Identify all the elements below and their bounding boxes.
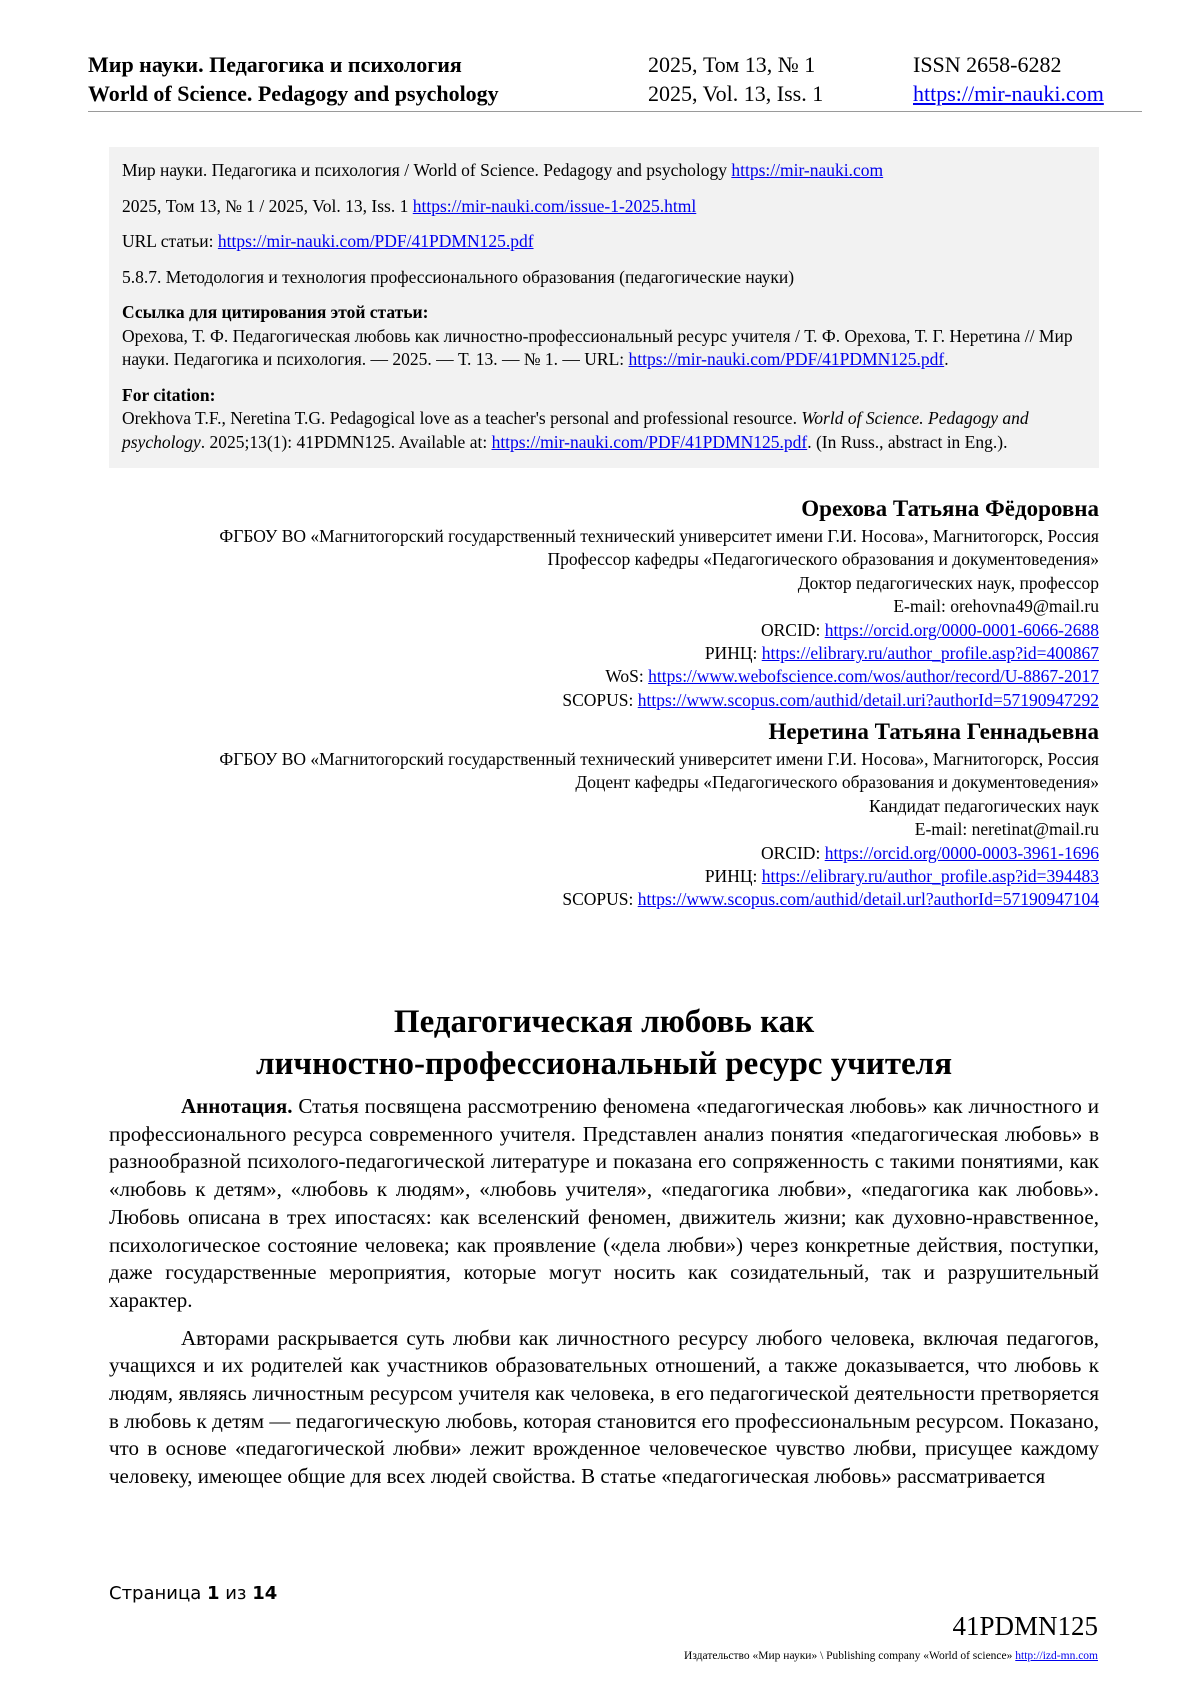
en-citation-label: For citation:: [122, 384, 216, 405]
author-degree: Доктор педагогических наук, профессор: [797, 572, 1099, 593]
ru-citation-link[interactable]: https://mir-nauki.com/PDF/41PDMN125.pdf: [628, 349, 945, 369]
rinc-link[interactable]: https://elibrary.ru/author_profile.asp?id=400867: [761, 643, 1099, 664]
article-title: [109, 1001, 1099, 1085]
author-wos: WoS: https://www.webofscience.com/wos/author/record/U-8867-2017: [605, 666, 1099, 687]
author-orcid: ORCID: https://orcid.org/0000-0003-3961-1696: [761, 842, 1099, 863]
rinc-link[interactable]: https://elibrary.ru/author_profile.asp?id=394483: [761, 866, 1099, 887]
author-scopus: SCOPUS: https://www.scopus.com/authid/detail.uri?authorId=57190947292: [562, 689, 1099, 710]
author-block-2: [109, 717, 1099, 912]
journal-site-link[interactable]: https://mir-nauki.com: [913, 81, 1104, 106]
author-block-1: [109, 494, 1099, 712]
ru-citation: Ссылка для цитирования этой статьи: Орехова, Т. Ф. Педагогическая любовь как личностно-профессиональный ресурс учителя / Т. Ф. Орехова, Т. Г. Неретина // Мир науки. Педагогика и психология. — 2025. — Т. 13. — № 1. — URL: https://mir-nauki.com/PDF/41PDMN125.pdf.: [122, 302, 1073, 369]
scopus-link[interactable]: https://www.scopus.com/authid/detail.uri?authorId=57190947292: [637, 689, 1099, 710]
en-journal-name: World of Science. Pedagogy and psychology: [122, 408, 1029, 452]
issue-en: 2025, Vol. 13, Iss. 1: [648, 81, 824, 106]
issue-link[interactable]: https://mir-nauki.com/issue-1-2025.html: [412, 195, 697, 216]
scopus-link[interactable]: https://www.scopus.com/authid/detail.url?authorId=57190947104: [637, 889, 1099, 910]
wos-link[interactable]: https://www.webofscience.com/wos/author/record/U-8867-2017: [648, 666, 1099, 687]
author-name: Орехова Татьяна Фёдоровна: [801, 496, 1099, 521]
author-rinc: РИНЦ: https://elibrary.ru/author_profile.asp?id=394483: [704, 866, 1099, 887]
orcid-link[interactable]: https://orcid.org/0000-0003-3961-1696: [824, 842, 1099, 863]
specialty-line: 5.8.7. Методология и технология профессионального образования (педагогические науки): [122, 266, 795, 287]
journal-title-en: World of Science. Pedagogy and psychology: [88, 81, 499, 106]
abstract: [109, 1093, 1099, 1491]
article-code: 41PDMN125: [952, 1611, 1098, 1641]
title-line-2: личностно-профессиональный ресурс учителя: [255, 1046, 953, 1082]
ru-citation-label: Ссылка для цитирования этой статьи:: [122, 302, 429, 322]
abstract-label: Аннотация.: [181, 1094, 293, 1118]
author-rinc: РИНЦ: https://elibrary.ru/author_profile.asp?id=400867: [704, 643, 1099, 664]
issue-ru: 2025, Том 13, № 1: [648, 52, 816, 77]
page-number: Страница 1 из 14: [109, 1583, 278, 1604]
author-email: E-mail: orehovna49@mail.ru: [893, 596, 1099, 617]
en-citation-link[interactable]: https://mir-nauki.com/PDF/41PDMN125.pdf: [491, 431, 808, 452]
citation-box: [109, 147, 1099, 468]
issn: ISSN 2658-6282: [913, 52, 1062, 77]
article-url-line: URL статьи: https://mir-nauki.com/PDF/41PDMN125.pdf: [122, 231, 534, 251]
abstract-paragraph-1: Аннотация. Статья посвящена рассмотрению феномена «педагогическая любовь» как личностного и профессионального ресурса современного учителя. Представлен анализ понятия «педагогическая любовь» в разнообразной психолого-педагогической литературе и показана его сопряженность с такими понятиями, как «любовь к детям», «любовь к людям», «любовь учителя», «педагогика любви», «педагогика как любовь». Любовь описана в трех ипостасях: как вселенский феномен, движитель жизни; как духовно-нравственное, психологическое состояние человека; как проявление («дела любви») через конкретные действия, поступки, даже государственные мероприятия, которые могут носить как созидательный, так и разрушительный характер.: [109, 1094, 1099, 1312]
author-position: Профессор кафедры «Педагогического образования и документоведения»: [547, 549, 1099, 570]
journal-title-ru: Мир науки. Педагогика и психология: [88, 52, 462, 77]
author-position: Доцент кафедры «Педагогического образования и документоведения»: [575, 772, 1099, 793]
issue-line: 2025, Том 13, № 1 / 2025, Vol. 13, Iss. 1 https://mir-nauki.com/issue-1-2025.html: [122, 195, 697, 216]
author-orcid: ORCID: https://orcid.org/0000-0001-6066-2688: [761, 619, 1099, 640]
publisher-link[interactable]: http://izd-mn.com: [1015, 1650, 1098, 1662]
publisher-line: Издательство «Мир науки» \ Publishing company «World of science» http://izd-mn.com: [684, 1650, 1098, 1662]
author-email: E-mail: neretinat@mail.ru: [914, 819, 1099, 840]
running-header: [88, 50, 1112, 108]
orcid-link[interactable]: https://orcid.org/0000-0001-6066-2688: [824, 619, 1099, 640]
author-affiliation: ФГБОУ ВО «Магнитогорский государственный технический университет имени Г.И. Носова», Магнитогорск, Россия: [219, 526, 1099, 546]
title-line-1: Педагогическая любовь как: [393, 1004, 815, 1040]
journal-line: Мир науки. Педагогика и психология / World of Science. Pedagogy and psychology https://mir-nauki.com: [122, 160, 884, 180]
author-name: Неретина Татьяна Геннадьевна: [768, 719, 1099, 744]
author-degree: Кандидат педагогических наук: [869, 795, 1099, 816]
en-citation: For citation: Orekhova T.F., Neretina T.G. Pedagogical love as a teacher's personal and professional resource. World of Science. Pedagogy and psychology. 2025;13(1): 41PDMN125. Available at: https://mir-nauki.com/PDF/41PDMN125.pdf. (In Russ., abstract in Eng.).: [122, 384, 1029, 452]
header-divider: [88, 111, 1142, 112]
author-scopus: SCOPUS: https://www.scopus.com/authid/detail.url?authorId=57190947104: [562, 889, 1099, 910]
author-affiliation: ФГБОУ ВО «Магнитогорский государственный технический университет имени Г.И. Носова», Магнитогорск, Россия: [219, 749, 1099, 769]
article-pdf-link[interactable]: https://mir-nauki.com/PDF/41PDMN125.pdf: [217, 231, 534, 251]
journal-link[interactable]: https://mir-nauki.com: [731, 160, 884, 180]
abstract-paragraph-2: Авторами раскрывается суть любви как личностного ресурсу любого человека, включая педагогов, учащихся и их родителей как участников образовательных отношений, а также доказывается, что любовь к людям, являясь личностным ресурсом учителя как человека, в его педагогической деятельности претворяется в любовь к детям — педагогическую любовь, которая становится его профессиональным ресурсом. Показано, что в основе «педагогической любви» лежит врожденное человеческое чувство любви, присущее каждому человеку, имеющее общие для всех людей свойства. В статье «педагогическая любовь» рассматривается: [109, 1325, 1099, 1489]
